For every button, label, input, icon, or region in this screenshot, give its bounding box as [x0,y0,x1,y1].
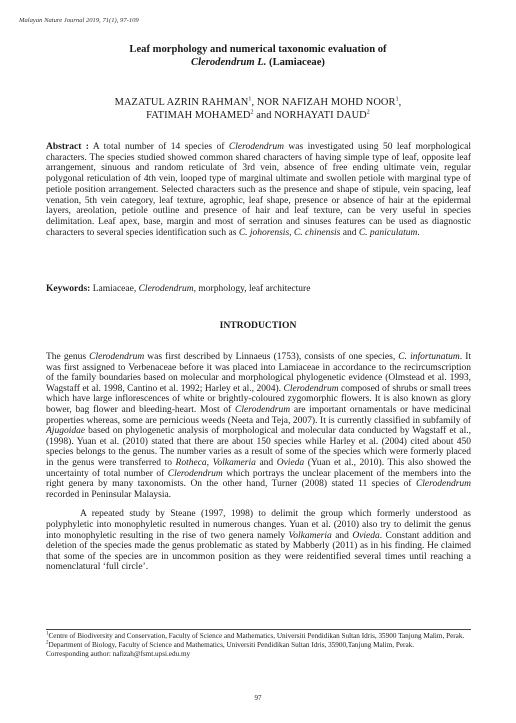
paragraph-text: based on phylogenetic analysis of morphological and molecular data conducted by Wagstaff et al., (1998). Yuan et al. (2010) stated that there are about 150 species while Harley et al. (2004) cited about 450 species belongs to the genus. The number varies as a result of some of the species which were formerly placed in the genus were transferred to [46,426,471,468]
affiliation-mark: 1 [248,96,252,103]
intro-paragraph-2 [46,509,471,573]
taxon-name: C. infortunatum [398,352,460,362]
author-list [40,96,476,122]
footnote-divider [46,629,471,630]
paragraph-text: (Yuan et al., 2010). This also showed the uncertainty of total number of [46,457,471,479]
paper-title [40,43,476,69]
taxon-name: Ovieda [352,530,380,541]
abstract-text: and [340,227,359,238]
abstract-species: C. paniculatum [358,227,418,238]
footnote-mark: 2 [46,640,49,646]
abstract [46,142,471,238]
introduction-body [46,352,471,582]
taxon-name: Clerodendrum [235,404,291,415]
title-family: (Lamiaceae) [266,57,325,68]
keyword-text: , morphology, leaf architecture [193,284,311,294]
paragraph-text: and [331,530,353,541]
intro-paragraph-1 [46,352,471,500]
taxon-name: Clerodendrum [167,468,223,479]
taxon-name: Clerodendrum [415,479,471,490]
footnote-corresponding-author: Corresponding author: nafizah@fsmt.upsi.edu.my [46,650,191,658]
footnote-text: Department of Biology, Faculty of Science and Mathematics, Universiti Pendidikan Sultan Idris, 35900,Tanjung Malim, Perak. [48,641,415,649]
paragraph-text: was first described by Linnaeus (1753), consists of one species, [144,352,399,362]
taxon-name: Rotheca, Volkameria [175,457,256,468]
paragraph-text: . Constant addition and deletion of the species made the genus problematic as stated by Mabberly (2011) as in his finding. He claimed that some of the species are in uncommon position as they were reidentified several times until reaching a nomenclatural ‘full circle’. [46,530,471,573]
abstract-species: C. chinensis [293,227,341,238]
abstract-text: A total number of 14 species of [88,142,229,152]
abstract-label: Abstract : [46,142,89,152]
abstract-species: C. johorensis, [238,227,292,238]
keyword-genus: Clerodendrum [138,284,194,294]
footnote-affiliation-1 [46,632,471,641]
paragraph-text: A repeated study by Steane (1997, 1998) to delimit the group which formerly understood as polyphyletic into monophyletic resulted in numerous changes. Yuan et al. (2010) also try to delimit the genus into monophyletic resulting in the rise of two genera namely [46,509,471,541]
taxon-name: Volkameria [288,530,332,541]
paragraph-text: The genus [46,352,90,362]
abstract-text: . [417,227,420,238]
affiliation-mark: 1 [395,96,399,103]
author-name: and NORHAYATI DAUD [253,110,367,121]
title-line-1: Leaf morphology and numerical taxonomic evaluation of [129,44,387,55]
footnotes [46,632,471,659]
title-line-2 [40,56,476,69]
affiliation-mark: 2 [250,109,254,116]
paragraph-text: . It was first assigned to Verbenaceae before it was placed into Lamiaceae in accordance to the recircumscription of the family boundaries based on molecular and morphological phylogenetic evidence (Olmstead et al. 1993, Wagstaff et al. 1998, Cantino et al. 1992; Harley et al., 2004). [46,352,472,394]
taxon-name: Ovieda [276,457,305,468]
keyword-text: Lamiaceae, [90,284,139,294]
author-line-2 [40,109,476,122]
abstract-text: was investigated using 50 leaf morphological characters. The species studied showed common shared characters of having simple type of leaf, opposite leaf arrangement, sinuous and random reticulate of 3rd vein, absence of free ending ultimate vein, regular polygonal reticulation of 4th vein, looped type of marginal ultimate and swollen petiole with marginal type of petiole position arrangement. Selected characters such as the presence and shape of stipule, vein spacing, leaf venation, 5th vein category, leaf texture, agrophic, leaf shape, presence or absence of hair at the epidermal layers, areolation, petiole outline and presence of hair and leaf texture, can be very useful in species delimitation. Leaf apex, base, margin and most of serration and sinuses features can be used as diagnostic characters to several species identification such as [46,142,472,238]
paragraph-text: are important ornamentals or have medicinal properties whereas, some are pernicious weeds (Neeta and Teja, 2007). It is currently classified in subfamily of [46,404,471,426]
title-genus: Clerodendrum L. [191,57,267,68]
footnote-affiliation-2 [46,641,471,650]
taxon-name: Clerodendrum [283,383,339,394]
section-heading-introduction: INTRODUCTION [219,320,297,331]
paragraph-text: recorded in Peninsular Malaysia. [46,489,172,500]
paragraph-text: which portrays the unclear placement of the members into the right genera by many taxonomists. On the other hand, Turner (2008) stated 11 species of [46,468,471,490]
taxon-name: Clerodendrum [89,352,145,362]
author-line-1 [40,96,476,109]
abstract-genus: Clerodendrum [228,142,284,152]
author-name: MAZATUL AZRIN RAHMAN [114,97,249,108]
affiliation-mark: 2 [366,109,370,116]
author-separator: , [398,97,402,108]
journal-header: Malayan Nature Journal 2019, 71(1), 97-109 [19,17,139,24]
keywords-label: Keywords: [46,284,91,294]
footnote-mark: 1 [46,631,49,637]
author-name: , NOR NAFIZAH MOHD NOOR [251,97,396,108]
paragraph-text: and [255,457,277,468]
taxon-name: Ajugoidae [46,426,86,437]
page-number: 97 [254,694,262,702]
paragraph-text: composed of shrubs or small trees which have large inflorescences of white or brightly-coloured zygomorphic flowers. It is also known as glory bower, bag flower and bleeding-heart. Most of [46,383,472,415]
footnote-text: Centre of Biodiversity and Conservation, Faculty of Science and Mathematics, Universiti Pendidikan Sultan Idris, 35900 Tanjung Malim, Perak. [48,632,465,640]
author-name: FATIMAH MOHAMED [146,110,251,121]
keywords [46,284,471,295]
